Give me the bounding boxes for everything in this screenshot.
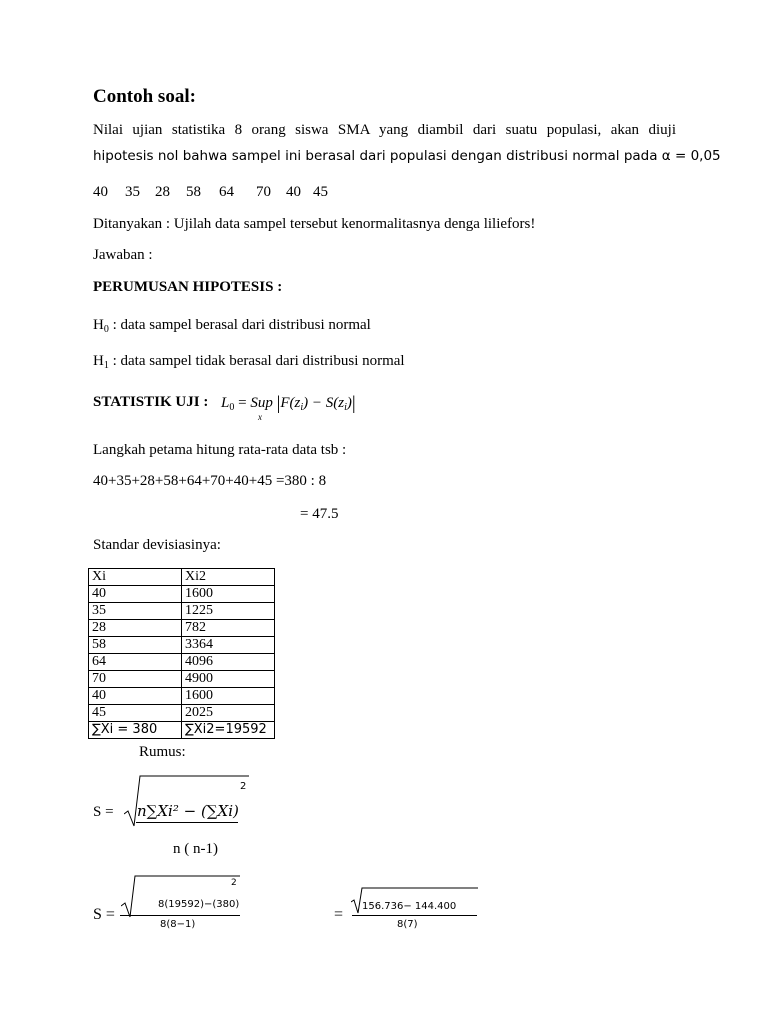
fraction-line bbox=[120, 915, 240, 916]
table-cell: 40 bbox=[89, 688, 182, 705]
h1-statement: $H_1$ : data sampel tidak berasal dari distribusi normal bbox=[93, 353, 405, 371]
problem-line-2: hipotesis nol bahwa sampel ini berasal dari populasi dengan distribusi normal pada α = 0,05 bbox=[93, 148, 721, 164]
table-row bbox=[89, 603, 275, 620]
sum-line: 40+35+28+58+64+70+40+45 =380 : 8 bbox=[93, 473, 327, 489]
fraction-line bbox=[136, 822, 238, 823]
table-cell: 70 bbox=[89, 671, 182, 688]
table-row bbox=[89, 688, 275, 705]
table-header: Xi bbox=[89, 569, 182, 586]
data-value: 64 bbox=[219, 184, 234, 200]
formula-denominator: 8(8−1) bbox=[160, 919, 196, 930]
std-label: Standar devisiasinya: bbox=[93, 537, 221, 553]
table-row bbox=[89, 654, 275, 671]
sup-subscript: x bbox=[258, 412, 262, 422]
table-cell: 58 bbox=[89, 637, 182, 654]
fraction-line bbox=[352, 915, 477, 916]
formula-s-equals: S = bbox=[93, 804, 114, 820]
data-value: 35 bbox=[125, 184, 140, 200]
table-total: ∑Xi = 380 bbox=[89, 722, 182, 739]
table-total: ∑Xi2=19592 bbox=[182, 722, 275, 739]
table-row bbox=[89, 705, 275, 722]
table-row bbox=[89, 671, 275, 688]
table-cell: 45 bbox=[89, 705, 182, 722]
hypothesis-heading: PERUMUSAN HIPOTESIS : bbox=[93, 279, 283, 295]
question-text: Ditanyakan : Ujilah data sampel tersebut kenormalitasnya denga liliefors! bbox=[93, 216, 536, 232]
table-cell: 35 bbox=[89, 603, 182, 620]
formula-numerator: 156.736− 144.400 bbox=[362, 901, 457, 912]
table-row bbox=[89, 620, 275, 637]
table-cell: 1225 bbox=[182, 603, 275, 620]
formula-equals: = bbox=[334, 906, 344, 923]
stat-label: STATISTIK UJI : bbox=[93, 394, 209, 410]
data-value: 28 bbox=[155, 184, 170, 200]
table-cell: 2025 bbox=[182, 705, 275, 722]
formula-denominator: n ( n-1) bbox=[173, 841, 218, 857]
data-value: 45 bbox=[313, 184, 328, 200]
table-header: Xi2 bbox=[182, 569, 275, 586]
data-value: 58 bbox=[186, 184, 201, 200]
data-value: 40 bbox=[286, 184, 301, 200]
table-row bbox=[89, 637, 275, 654]
table-cell: 4096 bbox=[182, 654, 275, 671]
stat-formula: $L_0$ = Sup $|F(z_i) - S(z_i)|$ bbox=[221, 393, 356, 414]
radical-sign bbox=[121, 874, 241, 920]
table-cell: 1600 bbox=[182, 688, 275, 705]
table-cell: 40 bbox=[89, 586, 182, 603]
answer-label: Jawaban : bbox=[93, 247, 153, 263]
table-cell: 782 bbox=[182, 620, 275, 637]
h0-statement: $H_0$ : data sampel berasal dari distribusi normal bbox=[93, 317, 371, 335]
table-cell: 3364 bbox=[182, 637, 275, 654]
data-table bbox=[88, 568, 275, 739]
rumus-label: Rumus: bbox=[139, 744, 186, 760]
formula-s-equals: S = bbox=[93, 906, 115, 923]
table-total-row bbox=[89, 722, 275, 739]
table-row bbox=[89, 586, 275, 603]
table-cell: 4900 bbox=[182, 671, 275, 688]
problem-line-1: Nilai ujian statistika 8 orang siswa SMA yang diambil dari suatu populasi, akan diuji bbox=[93, 122, 676, 138]
formula-exponent: 2 bbox=[231, 878, 237, 888]
formula-numerator: n∑Xi² − (∑Xi) bbox=[137, 802, 239, 820]
table-cell: 1600 bbox=[182, 586, 275, 603]
table-cell: 64 bbox=[89, 654, 182, 671]
formula-exponent: 2 bbox=[240, 781, 247, 792]
data-value: 40 bbox=[93, 184, 108, 200]
data-value: 70 bbox=[256, 184, 271, 200]
table-cell: 28 bbox=[89, 620, 182, 637]
table-header-row bbox=[89, 569, 275, 586]
step-text: Langkah petama hitung rata-rata data tsb : bbox=[93, 442, 347, 458]
page-title: Contoh soal: bbox=[93, 86, 196, 107]
formula-denominator: 8(7) bbox=[397, 919, 418, 930]
mean-result: = 47.5 bbox=[300, 506, 339, 522]
formula-numerator: 8(19592)−(380) bbox=[158, 899, 240, 910]
